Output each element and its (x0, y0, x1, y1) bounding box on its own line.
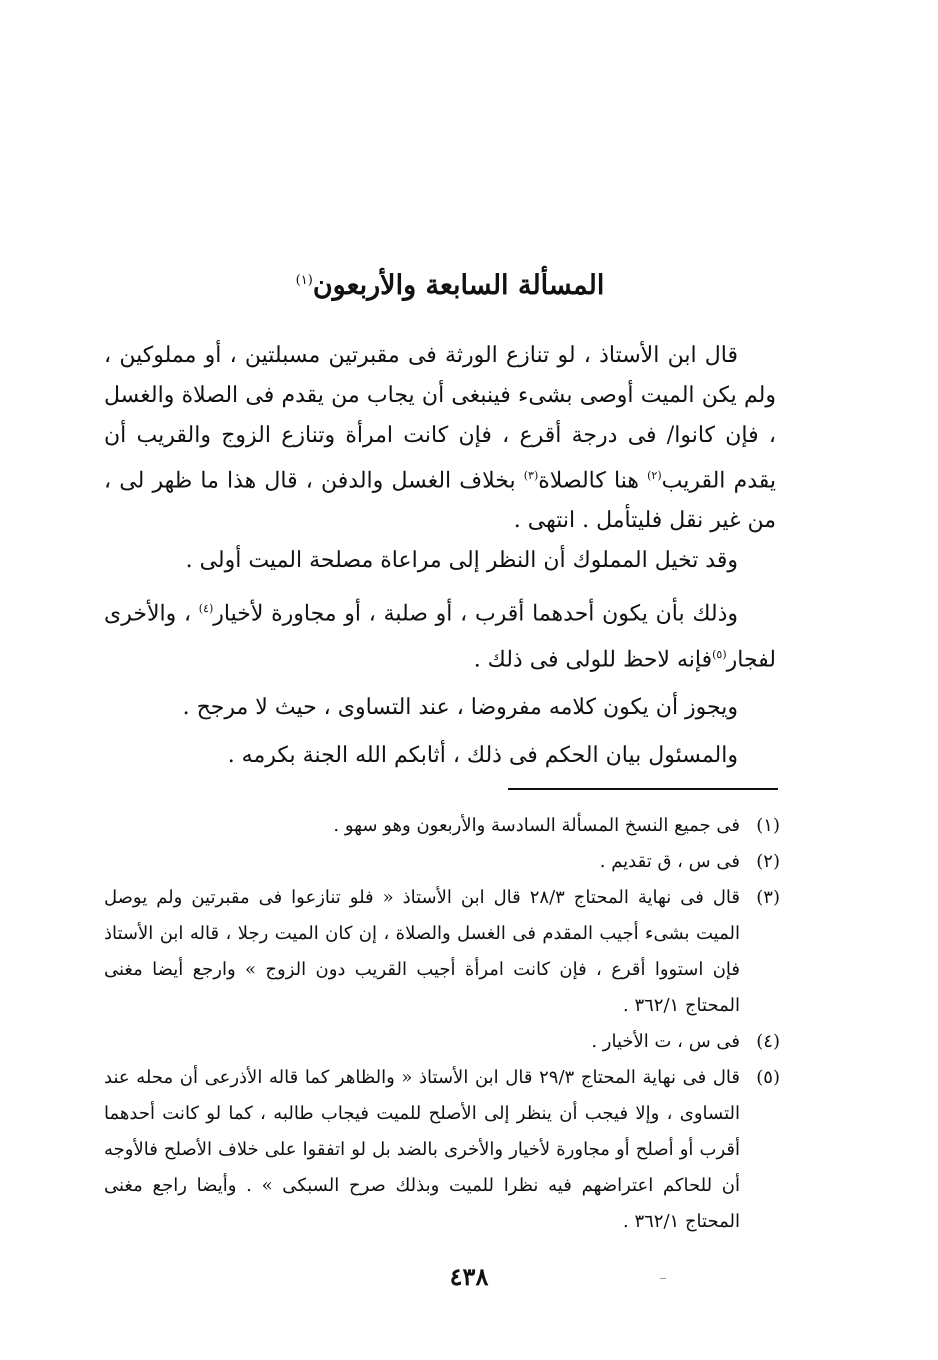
scan-speck (660, 1278, 666, 1279)
paragraph-3-part-b: ، والأخرى لفجار (104, 601, 776, 672)
page-number: ٤٣٨ (449, 1262, 489, 1291)
footnote-number: (٢) (756, 851, 780, 872)
paragraph-4: ويجوز أن يكون كلامه مفروضا ، عند التساوى ، حيث لا مرجح . (182, 694, 738, 720)
footnote-item (104, 1060, 780, 1240)
paragraph-1 (104, 336, 776, 541)
footnote-text: فى جميع النسخ المسألة السادسة والأربعون وهو سهو . (333, 815, 740, 836)
paragraph-1-part-b: هنا كالصلاة (538, 468, 648, 494)
footnote-separator-rule (508, 788, 778, 790)
footnotes-section (104, 808, 780, 1240)
footnote-ref-5: (٥) (712, 647, 727, 661)
footnote-ref-3: (٣) (523, 469, 539, 482)
footnote-number: (١) (756, 815, 780, 836)
footnote-item (104, 844, 780, 880)
main-text (104, 336, 776, 776)
footnote-text: فى س ، ق تقديم . (599, 851, 740, 872)
footnote-item (104, 808, 780, 844)
page-title (0, 270, 900, 301)
footnote-text: قال فى نهاية المحتاج ٢٨/٣ قال ابن الأستاذ « فلو تنازعوا فى مقبرتين ولم يوصل الميت بشىء أجيب المقدم فى الغسل والصلاة ، إن كان الميت رجلا ، قاله ابن الأستاذ فإن استووا أقرع ، فإن كانت امرأة أجيب القريب دون الزوج » وارجع أيضا مغنى المحتاج ٣٦٢/١ . (104, 887, 740, 1016)
footnote-number: (٥) (756, 1067, 780, 1088)
footnote-item (104, 880, 780, 1024)
paragraph-5: والمسئول بيان الحكم فى ذلك ، أثابكم الله الجنة بكرمه . (227, 742, 738, 768)
paragraph-1-part-c: بخلاف الغسل والدفن ، قال هذا ما ظهر لى ، من غير نقل فليتأمل . انتهى . (104, 468, 776, 534)
footnote-text: فى س ، ت الأخيار . (591, 1031, 740, 1052)
footnote-ref-4: (٤) (198, 602, 214, 616)
paragraph-3 (104, 589, 776, 680)
paragraph-3-part-a: وذلك بأن يكون أحدهما أقرب ، أو صلبة ، أو مجاورة لأخيار (213, 601, 739, 627)
footnote-ref-2: (٢) (647, 469, 662, 482)
footnote-number: (٣) (756, 887, 780, 908)
paragraph-2: وقد تخيل المملوك أن النظر إلى مراعاة مصلحة الميت أولى . (185, 548, 738, 574)
footnote-item (104, 1024, 780, 1060)
footnote-text: قال فى نهاية المحتاج ٢٩/٣ قال ابن الأستاذ « والظاهر كما قاله الأذرعى أن محله عند التساوى ، وإلا فيجب أن ينظر إلى الأصلح للميت فيجاب طالبه ، كما لو كانت أحدهما أقرب أو أصلح أو مجاورة لأخيار والأخرى بالضد بل لو اتفقوا على خلاف الأصلح فالأوجه أن للحاكم اعتراضهم فيه نظرا للميت وبذلك صرح السبكى » . وأيضا راجع مغنى المحتاج ٣٦٢/١ . (104, 1067, 740, 1232)
title-footnote-ref: (١) (295, 273, 313, 288)
paragraph-3-part-c: فإنه لاحظ للولى فى ذلك . (473, 646, 713, 672)
footnote-number: (٤) (756, 1031, 780, 1052)
paragraph-1-part-a: قال ابن الأستاذ ، لو تنازع الورثة فى مقبرتين مسبلتين ، أو مملوكين ، ولم يكن الميت أوصى بشىء فينبغى أن يجاب من يقدم فى الصلاة والغسل ، فإن كانوا/ فى درجة أقرع ، فإن كانت امرأة وتنازع الزوج والقريب أن يقدم القريب (104, 343, 776, 494)
title-text: المسألة السابعة والأربعون (312, 270, 605, 301)
